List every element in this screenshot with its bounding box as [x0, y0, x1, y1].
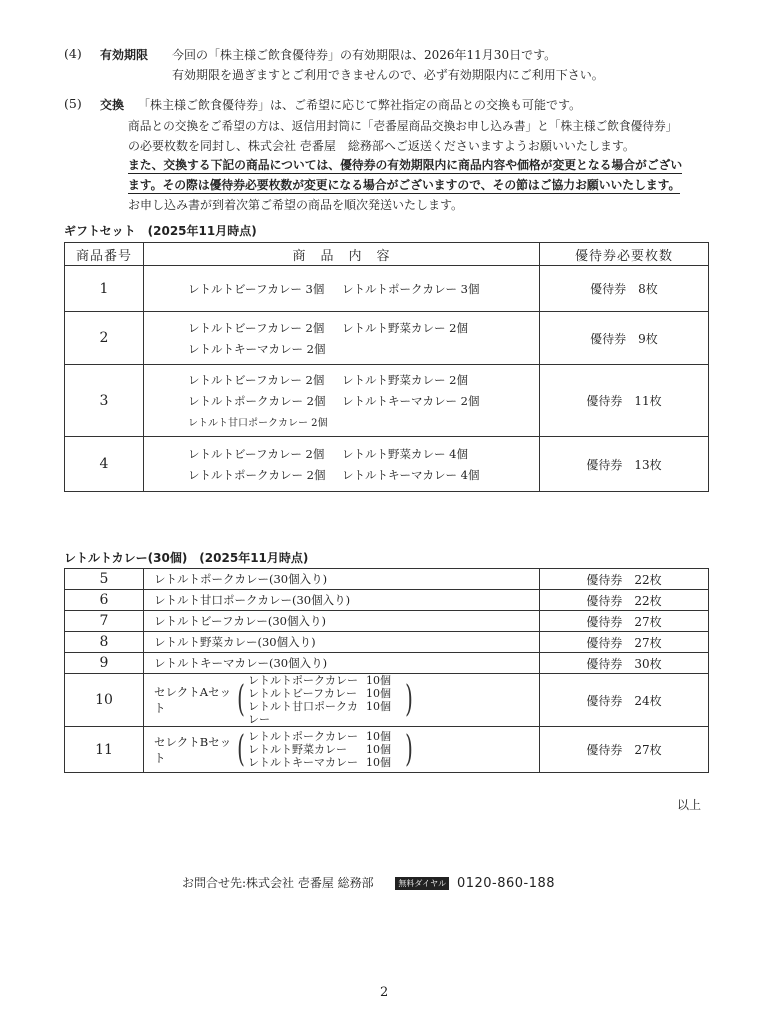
section5-line3: の必要枚数を同封し、株式会社 壱番屋 総務部へご返送くださいますようお願いいたします。	[128, 139, 635, 153]
set-item-qty: 10個	[366, 743, 392, 756]
gift-num: 2	[65, 312, 144, 365]
gift-item: レトルトポークカレー 3個	[342, 281, 480, 296]
table-row	[65, 437, 709, 492]
curry-vouchers: 優待券 24枚	[540, 674, 709, 727]
section4-heading: 有効期限	[100, 48, 149, 62]
set-item-qty: 10個	[366, 674, 392, 687]
gift-item: レトルト野菜カレー 4個	[342, 446, 468, 461]
curry-vouchers: 優待券 27枚	[540, 611, 709, 632]
gift-header-row	[65, 243, 709, 266]
contact-phone: 0120-860-188	[456, 876, 556, 891]
curry-num: 8	[65, 632, 144, 653]
right-paren: )	[405, 679, 413, 720]
gift-vouchers: 優待券 11枚	[540, 365, 709, 437]
curry-name: レトルト甘口ポークカレー(30個入り)	[144, 590, 540, 611]
gift-item: レトルトキーマカレー 4個	[342, 467, 480, 482]
gift-item: レトルトビーフカレー 2個	[188, 373, 325, 387]
gift-item: レトルトビーフカレー 3個	[188, 281, 325, 296]
gift-item: レトルトビーフカレー 2個	[188, 446, 325, 461]
curry-title: レトルトカレー(30個) (2025年11月時点)	[64, 551, 309, 565]
table-row	[65, 632, 709, 653]
gift-item: レトルト野菜カレー 2個	[342, 373, 468, 387]
table-row	[65, 569, 709, 590]
set-item-qty: 10個	[366, 756, 392, 769]
curry-name: レトルト野菜カレー(30個入り)	[144, 632, 540, 653]
curry-vouchers: 優待券 30枚	[540, 653, 709, 674]
curry-name: レトルトポークカレー(30個入り)	[144, 569, 540, 590]
curry-num: 9	[65, 653, 144, 674]
section4-number: (4)	[64, 46, 82, 61]
gift-header-vouchers: 優待券必要枚数	[540, 243, 709, 266]
curry-vouchers: 優待券 22枚	[540, 569, 709, 590]
set-item-name: レトルト甘口ポークカレー	[248, 700, 359, 726]
curry-name: レトルトキーマカレー(30個入り)	[144, 653, 540, 674]
table-row	[65, 727, 709, 773]
gift-header-number: 商品番号	[65, 243, 144, 266]
section4-line1: 今回の「株主様ご飲食優待券」の有効期限は、2026年11月30日です。	[172, 48, 557, 62]
gift-item: レトルト甘口ポークカレー 2個	[188, 418, 328, 429]
set-item-qty: 10個	[366, 730, 392, 743]
set-item-name: レトルト野菜カレー	[248, 743, 348, 756]
gift-num: 3	[65, 365, 144, 437]
curry-num: 11	[65, 727, 144, 773]
gift-vouchers: 優待券 13枚	[540, 437, 709, 492]
contact-label: お問合せ先:株式会社 壱番屋 総務部	[182, 876, 374, 890]
gift-item: レトルト野菜カレー 2個	[342, 320, 468, 335]
section5-heading: 交換	[100, 98, 125, 112]
set-item-name: レトルトポークカレー	[248, 730, 359, 743]
table-row	[65, 674, 709, 727]
closing-text: 以上	[677, 798, 702, 812]
set-label: セレクトAセット	[154, 685, 232, 715]
gift-num: 1	[65, 266, 144, 312]
section5-line2: 商品との交換をご希望の方は、返信用封筒に「壱番屋商品交換お申し込み書」と「株主様ご飲食優待券」	[128, 119, 678, 133]
set-item-qty: 10個	[366, 687, 392, 700]
gift-item: レトルトビーフカレー 2個	[188, 320, 325, 335]
set-item-qty: 10個	[366, 700, 392, 713]
section5-number: (5)	[64, 96, 82, 111]
table-row	[65, 611, 709, 632]
gift-table	[64, 242, 709, 492]
table-row	[65, 653, 709, 674]
left-paren: (	[237, 728, 245, 770]
gift-vouchers: 優待券 9枚	[540, 312, 709, 365]
gift-item: レトルトポークカレー 2個	[188, 467, 326, 482]
set-label: セレクトBセット	[154, 734, 232, 765]
page-number: 2	[380, 985, 389, 1000]
section5-line4: お申し込み書が到着次第ご希望の商品を順次発送いたします。	[128, 198, 464, 212]
set-item-name: レトルトキーマカレー	[248, 756, 359, 769]
curry-num: 10	[65, 674, 144, 727]
gift-vouchers: 優待券 8枚	[540, 266, 709, 312]
gift-title: ギフトセット (2025年11月時点)	[64, 224, 257, 238]
curry-name: レトルトビーフカレー(30個入り)	[144, 611, 540, 632]
gift-item: レトルトキーマカレー 2個	[342, 394, 480, 408]
gift-num: 4	[65, 437, 144, 492]
table-row	[65, 266, 709, 312]
table-row	[65, 365, 709, 437]
gift-header-contents: 商 品 内 容	[144, 243, 540, 266]
curry-num: 5	[65, 569, 144, 590]
gift-item: レトルトキーマカレー 2個	[188, 341, 326, 356]
set-item-name: レトルトポークカレー	[248, 674, 359, 687]
set-item-name: レトルトビーフカレー	[248, 687, 357, 700]
section5-bold1: また、交換する下記の商品については、優待券の有効期限内に商品内容や価格が変更となる場合がござい	[128, 158, 683, 172]
contact-line	[182, 874, 555, 891]
left-paren: (	[237, 679, 245, 720]
table-row	[65, 312, 709, 365]
section4-line2: 有効期限を過ぎますとご利用できませんので、必ず有効期限内にご利用下さい。	[172, 68, 604, 82]
curry-table	[64, 568, 709, 773]
curry-num: 6	[65, 590, 144, 611]
right-paren: )	[405, 728, 413, 770]
curry-num: 7	[65, 611, 144, 632]
table-row	[65, 590, 709, 611]
gift-item: レトルトポークカレー 2個	[188, 394, 326, 408]
curry-vouchers: 優待券 27枚	[540, 632, 709, 653]
free-dial-badge: 無料ダイヤル	[395, 877, 449, 890]
section5-line1: 「株主様ご飲食優待券」は、ご希望に応じて弊社指定の商品との交換も可能です。	[138, 98, 582, 112]
curry-vouchers: 優待券 22枚	[540, 590, 709, 611]
curry-vouchers: 優待券 27枚	[540, 727, 709, 773]
section5-bold2: ます。その際は優待券必要枚数が変更になる場合がございますので、その節はご協力お願いいたします。	[128, 178, 681, 192]
